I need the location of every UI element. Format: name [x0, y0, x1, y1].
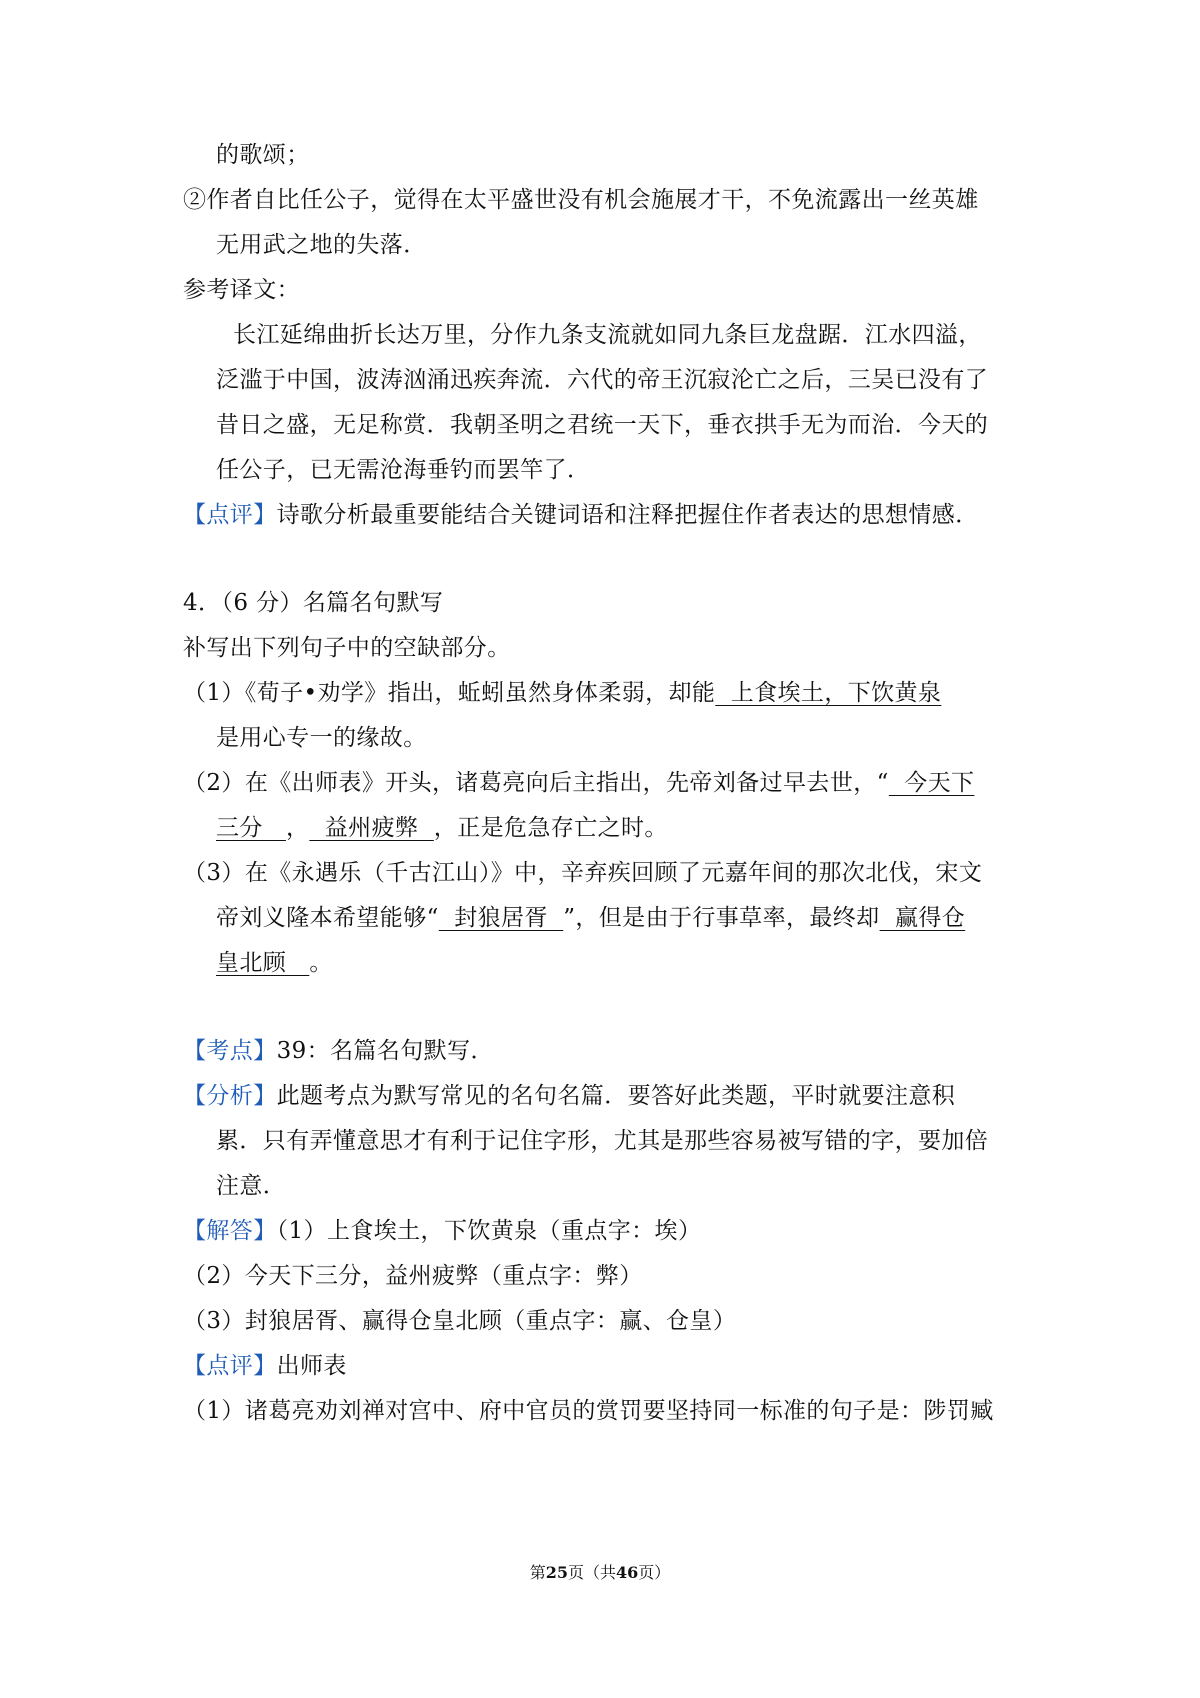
text-line: （2）今天下三分，益州疲弊（重点字：弊）	[183, 1263, 643, 1289]
sentence-text: ，	[285, 815, 310, 841]
fenxi-text: 此题考点为默写常见的名句名篇．要答好此类题，平时就要注意积	[276, 1083, 956, 1109]
answer-blank: 皇北顾	[216, 950, 310, 976]
page-footer	[0, 1561, 1200, 1585]
dianping-paragraph	[183, 1349, 347, 1383]
text-line: 泛滥于中国，波涛汹涌迅疾奔流．六代的帝王沉寂沦亡之后，三吴已没有了	[216, 367, 989, 393]
footer-text: 页）	[638, 1563, 671, 1582]
answer-blank: 益州疲弊	[309, 815, 434, 841]
dianping-text: 出师表	[276, 1353, 347, 1379]
sentence-3: （3）在《永遇乐（千古江山）》中，辛弃疾回顾了元嘉年间的那次北伐，宋文	[183, 860, 983, 886]
sentence-text: （2）在《出师表》开头，诸葛亮向后主指出，先帝刘备过早去世，“	[183, 770, 889, 796]
footer-text: 页（共	[567, 1563, 616, 1582]
page-number: 25	[545, 1563, 568, 1582]
text-line: （3）封狼居胥、赢得仓皇北顾（重点字：赢、仓皇）	[183, 1308, 737, 1334]
kaodian-text: 39：名篇名句默写．	[276, 1038, 494, 1064]
text-line: 累．只有弄懂意思才有利于记住字形，尤其是那些容易被写错的字，要加倍	[216, 1128, 989, 1154]
sentence-text: ”，但是由于行事草率，最终却	[563, 905, 880, 931]
sentence-2-cont	[216, 811, 668, 845]
dianping-tag: 【点评】	[183, 1353, 277, 1379]
fenxi-tag: 【分析】	[183, 1083, 277, 1109]
answer-blank: 三分	[216, 815, 286, 841]
answer-blank: 赢得仓	[879, 905, 966, 931]
sentence-2	[183, 766, 974, 800]
question-intro: 补写出下列句子中的空缺部分。	[183, 635, 511, 661]
text-line: 昔日之盛，无足称赏．我朝圣明之君统一天下，垂衣拱手无为而治．今天的	[216, 412, 989, 438]
jieda-tag: 【解答】	[183, 1218, 277, 1244]
jieda-paragraph	[183, 1214, 701, 1248]
footer-text: 第	[529, 1563, 546, 1582]
sentence-3-cont	[216, 901, 965, 935]
text-line: 的歌颂；	[216, 142, 310, 168]
fenxi-paragraph	[183, 1079, 955, 1113]
page-total: 46	[616, 1563, 639, 1582]
sentence-text: （1）《荀子•劝学》指出，蚯蚓虽然身体柔弱，却能	[183, 680, 716, 706]
comment-tag: 【点评】	[183, 502, 277, 528]
sentence-1-cont: 是用心专一的缘故。	[216, 725, 427, 751]
text-line: 参考译文：	[183, 277, 300, 303]
text-line: 长江延绵曲折长达万里，分作九条支流就如同九条巨龙盘踞．江水四溢，	[233, 322, 982, 348]
text-line: ②作者自比任公子，觉得在太平盛世没有机会施展才干，不免流露出一丝英雄	[183, 187, 979, 213]
comment-paragraph	[183, 498, 979, 532]
text-line: 无用武之地的失落．	[216, 232, 427, 258]
sentence-text: ，正是危急存亡之时。	[433, 815, 668, 841]
answer-blank: 今天下	[888, 770, 975, 796]
text-line: 任公子，已无需沧海垂钓而罢竿了．	[216, 457, 591, 483]
sentence-3-end	[216, 946, 333, 980]
comment-text: 诗歌分析最重要能结合关键词语和注释把握住作者表达的思想情感．	[276, 502, 979, 528]
question-title: 4．（6 分）名篇名句默写	[183, 590, 444, 616]
kaodian-tag: 【考点】	[183, 1038, 277, 1064]
sentence-text: 帝刘义隆本希望能够“	[216, 905, 439, 931]
sentence-text: 。	[309, 950, 333, 976]
answer-blank: 上食埃土，下饮黄泉	[715, 680, 942, 706]
jieda-text: （1）上食埃土，下饮黄泉（重点字：埃）	[276, 1218, 702, 1244]
text-line: 注意．	[216, 1173, 287, 1199]
text-line: （1）诸葛亮劝刘禅对宫中、府中官员的赏罚要坚持同一标准的句子是：陟罚臧	[183, 1398, 994, 1424]
kaodian-paragraph	[183, 1034, 494, 1068]
answer-blank: 封狼居胥	[438, 905, 564, 931]
sentence-1	[183, 676, 941, 710]
